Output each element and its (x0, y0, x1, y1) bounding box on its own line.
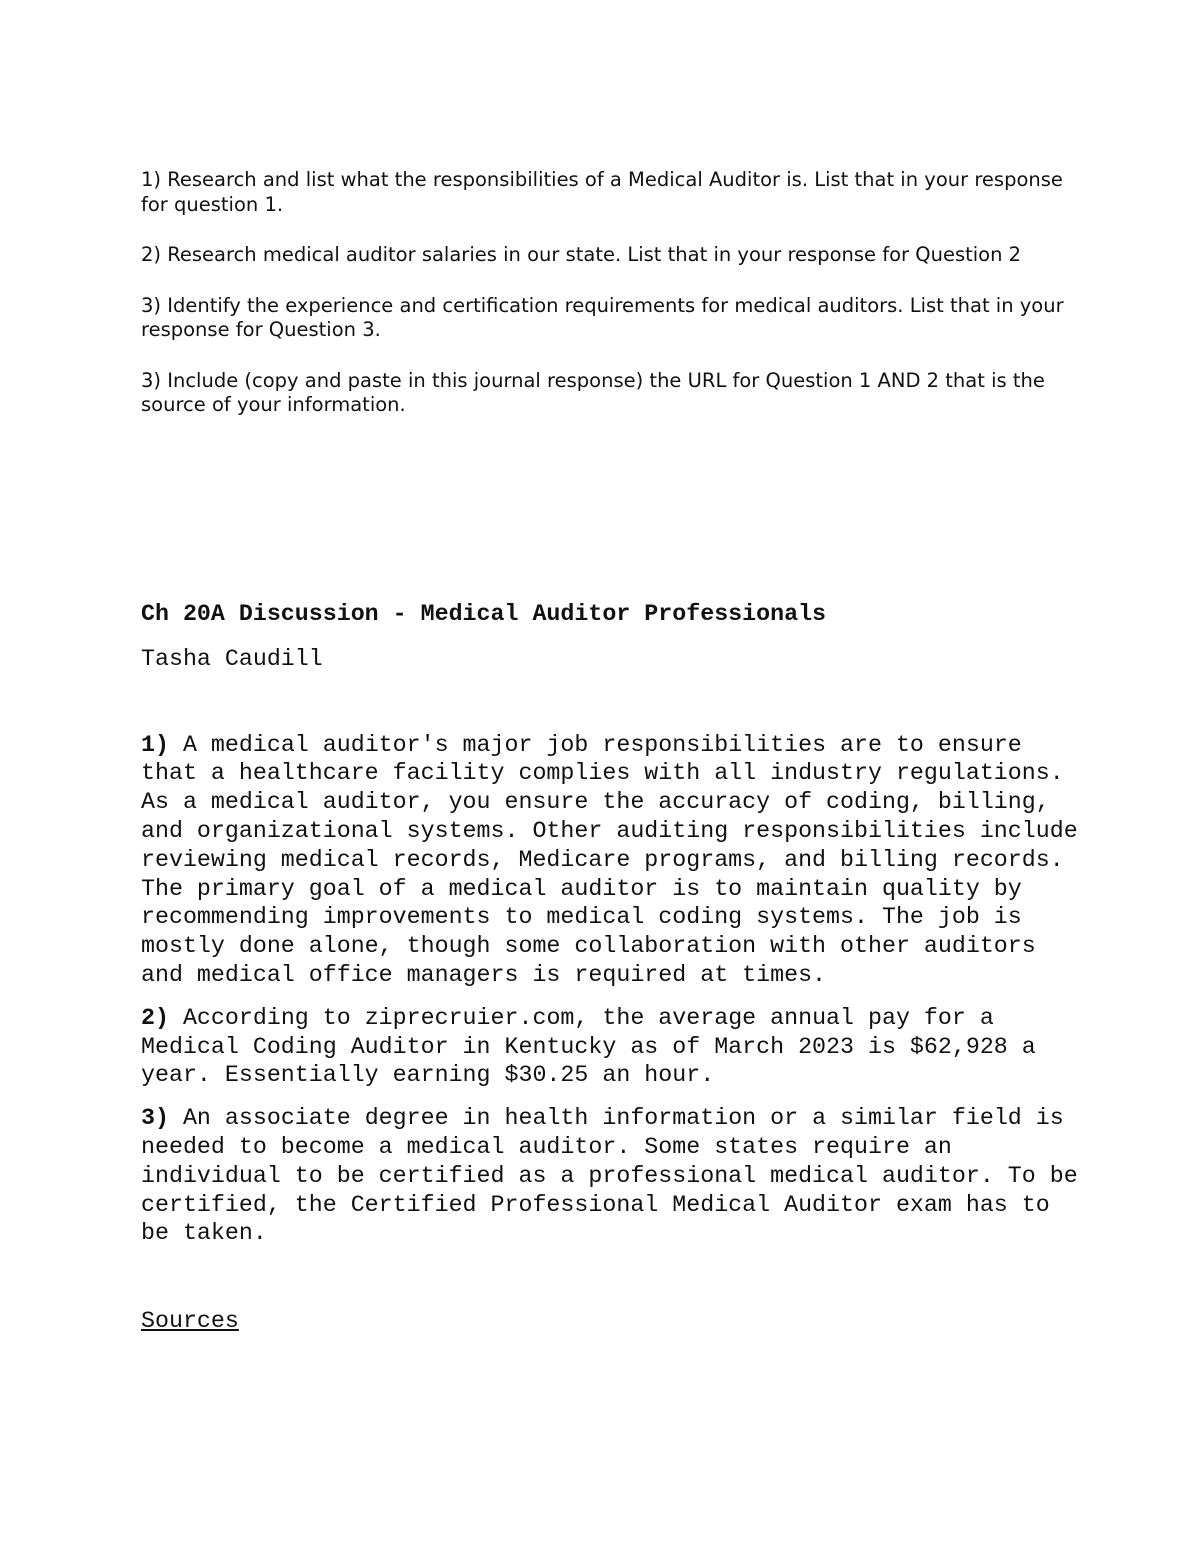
answer-text: An associate degree in health information or a similar field is needed to become a medical auditor. Some states require an individual to be certified as a professional medical auditor. To be certified, the Certified Professional Medical Auditor exam has to be taken. (141, 1105, 1078, 1247)
answer-text: According to ziprecruier.com, the average annual pay for a Medical Coding Auditor in Kentucky as of March 2023 is $62,928 a year. Essentially earning $30.25 an hour. (141, 1004, 1036, 1089)
instruction-item: 3) Identify the experience and certification requirements for medical auditors. List that in your response for Question 3. (141, 293, 1064, 341)
response-author: Tasha Caudill (141, 645, 323, 672)
instruction-item: 1) Research and list what the responsibilities of a Medical Auditor is. List that in your response for question 1. (141, 168, 1063, 216)
answer-2 (141, 1004, 1081, 1090)
answer-3 (141, 1104, 1081, 1248)
sources-heading: Sources (141, 1308, 239, 1335)
discussion-response (141, 600, 1081, 1359)
instruction-item: 2) Research medical auditor salaries in our state. List that in your response for Question 2 (141, 243, 1022, 266)
answer-1 (141, 731, 1081, 990)
answer-number: 1) (141, 731, 169, 758)
answer-text: A medical auditor's major job responsibilities are to ensure that a healthcare facility complies with all industry regulations. As a medical auditor, you ensure the accuracy of coding, billing, and organizational systems. Other auditing responsibilities include reviewing medical records, Medicare programs, and billing records. The primary goal of a medical auditor is to maintain quality by recommending improvements to medical coding systems. The job is mostly done alone, though some collaboration with other auditors and medical office managers is required at times. (141, 731, 1078, 988)
assignment-instructions (141, 168, 1076, 444)
response-title: Ch 20A Discussion - Medical Auditor Professionals (141, 601, 827, 627)
instruction-item: 3) Include (copy and paste in this journal response) the URL for Question 1 AND 2 that is the source of your information. (141, 368, 1045, 416)
answer-number: 2) (141, 1004, 169, 1031)
answer-number: 3) (141, 1105, 169, 1132)
